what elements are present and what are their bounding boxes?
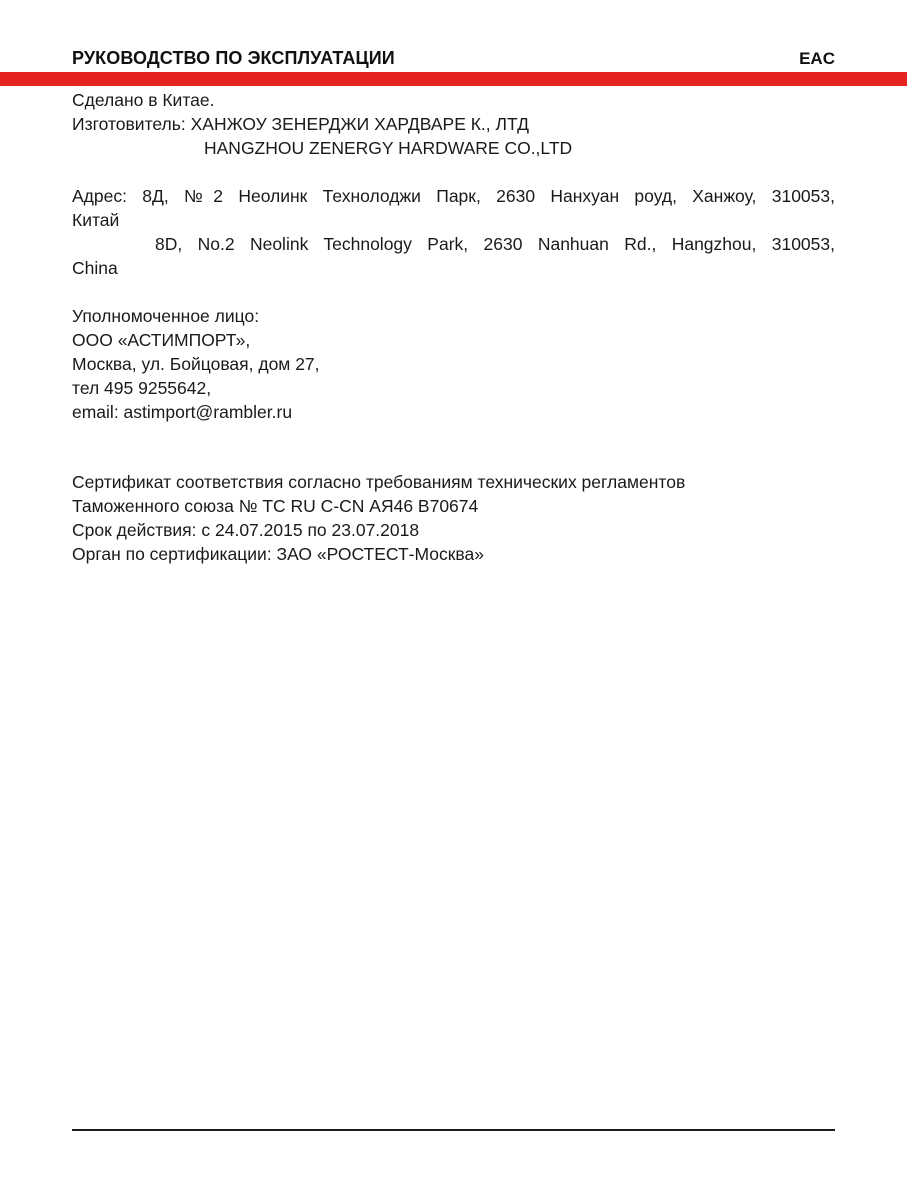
representative-address: Москва, ул. Бойцовая, дом 27, bbox=[72, 354, 320, 374]
certificate-line-1: Сертификат соответствия согласно требованиям технических регламентов bbox=[72, 472, 686, 492]
document-body bbox=[72, 88, 835, 566]
representative-phone: тел 495 9255642, bbox=[72, 378, 212, 398]
spacer bbox=[72, 160, 835, 184]
address-en-text: 8D, No.2 Neolink Technology Park, 2630 Nanhuan Rd., Hangzhou, 310053, bbox=[155, 234, 835, 254]
manufacturer-ru-text: Изготовитель: ХАНЖОУ ЗЕНЕРДЖИ ХАРДВАРЕ К., ЛТД bbox=[72, 114, 529, 134]
spacer bbox=[72, 280, 835, 304]
address-ru-country: Китай bbox=[72, 210, 120, 230]
representative-email: email: astimport@rambler.ru bbox=[72, 402, 293, 422]
spacer bbox=[72, 424, 835, 470]
certification-body: Орган по сертификации: ЗАО «РОСТЕСТ-Москва» bbox=[72, 544, 484, 564]
header-accent-bar bbox=[0, 72, 907, 86]
certificate-validity: Срок действия: с 24.07.2015 по 23.07.2018 bbox=[72, 520, 420, 540]
representative-label: Уполномоченное лицо: bbox=[72, 306, 260, 326]
manufacturer-en-text: HANGZHOU ZENERGY HARDWARE CO.,LTD bbox=[204, 138, 573, 158]
made-in-text: Сделано в Китае. bbox=[72, 90, 215, 110]
certificate-line-2: Таможенного союза № ТС RU C-CN АЯ46 B70674 bbox=[72, 496, 479, 516]
representative-company: ООО «АСТИМПОРТ», bbox=[72, 330, 251, 350]
footer-divider bbox=[72, 1129, 835, 1131]
header-title: РУКОВОДСТВО ПО ЭКСПЛУАТАЦИИ bbox=[72, 48, 395, 68]
address-en-country: China bbox=[72, 258, 118, 278]
eac-mark: EAC bbox=[799, 49, 835, 68]
address-ru-text: Адрес: 8Д, №2 Неолинк Технолоджи Парк, 2630 Нанхуан роуд, Ханжоу, 310053, bbox=[72, 186, 835, 206]
